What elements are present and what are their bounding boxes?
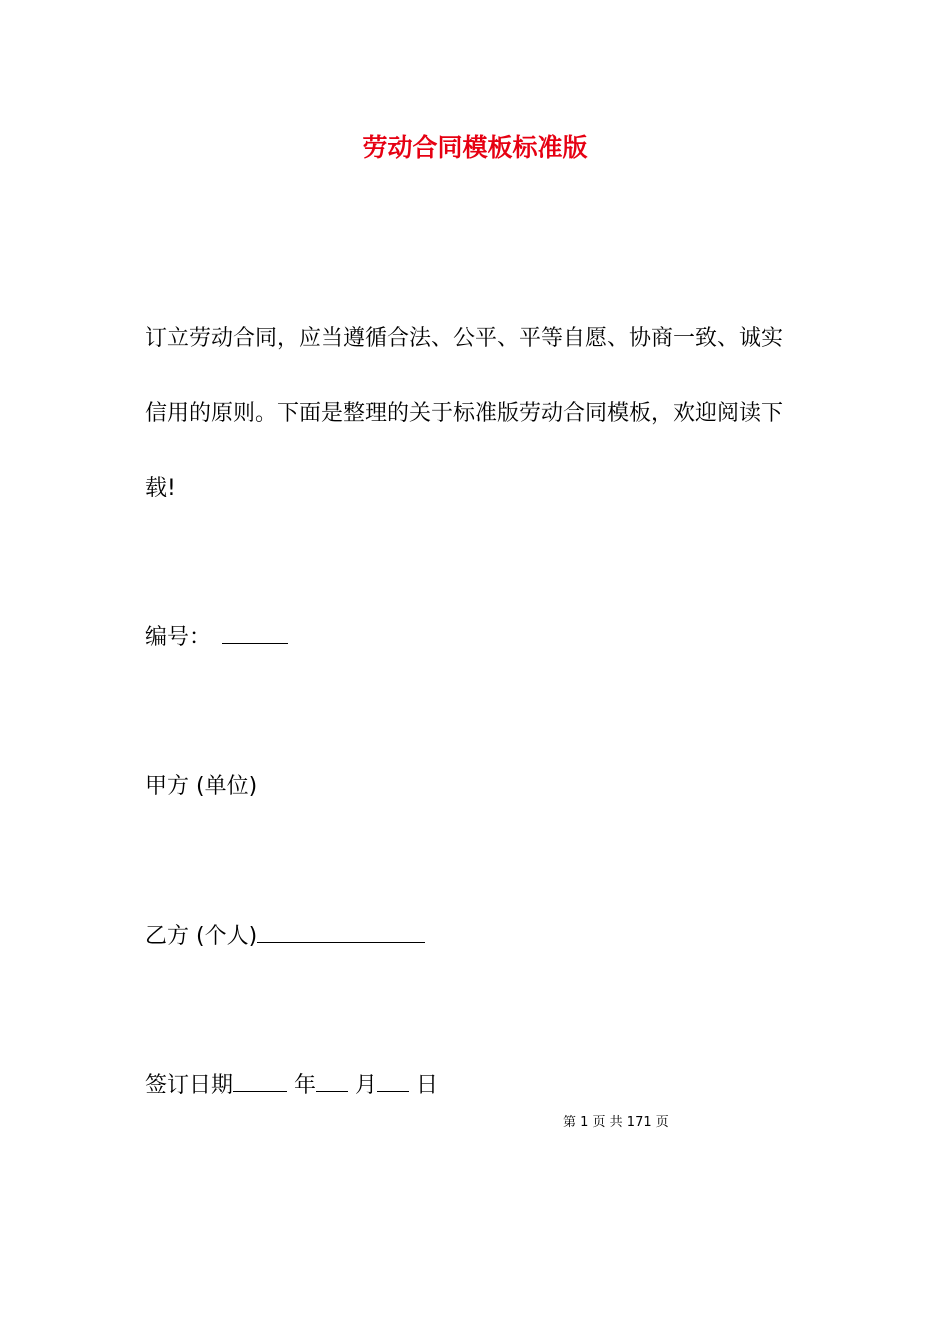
- sign-day-blank[interactable]: [377, 1071, 409, 1092]
- intro-line-2: 信用的原则。下面是整理的关于标准版劳动合同模板，欢迎阅读下: [145, 401, 784, 426]
- contract-number-row: [145, 622, 288, 654]
- intro-line-3: 载!: [145, 476, 176, 501]
- sign-month-blank[interactable]: [316, 1071, 348, 1092]
- year-label: 年: [294, 1073, 317, 1098]
- sign-date-row: [145, 1070, 438, 1102]
- sign-year-blank[interactable]: [233, 1071, 287, 1092]
- intro-line-1: 订立劳动合同，应当遵循合法、公平、平等自愿、协商一致、诚实: [145, 326, 784, 351]
- sign-date-label: 签订日期: [145, 1073, 234, 1098]
- page-footer: 第 1 页 共 171 页: [563, 1115, 669, 1130]
- party-b-row: [145, 921, 425, 953]
- day-label: 日: [416, 1073, 439, 1098]
- party-a-label: 甲方 (单位): [145, 774, 258, 799]
- document-title: 劳动合同模板标准版: [362, 133, 588, 162]
- month-label: 月: [355, 1073, 378, 1098]
- contract-number-blank[interactable]: [222, 623, 288, 644]
- party-a-row: [145, 771, 257, 803]
- party-b-blank[interactable]: [257, 922, 425, 943]
- contract-number-label: 编号：: [145, 625, 212, 650]
- party-b-label: 乙方 (个人): [145, 924, 258, 949]
